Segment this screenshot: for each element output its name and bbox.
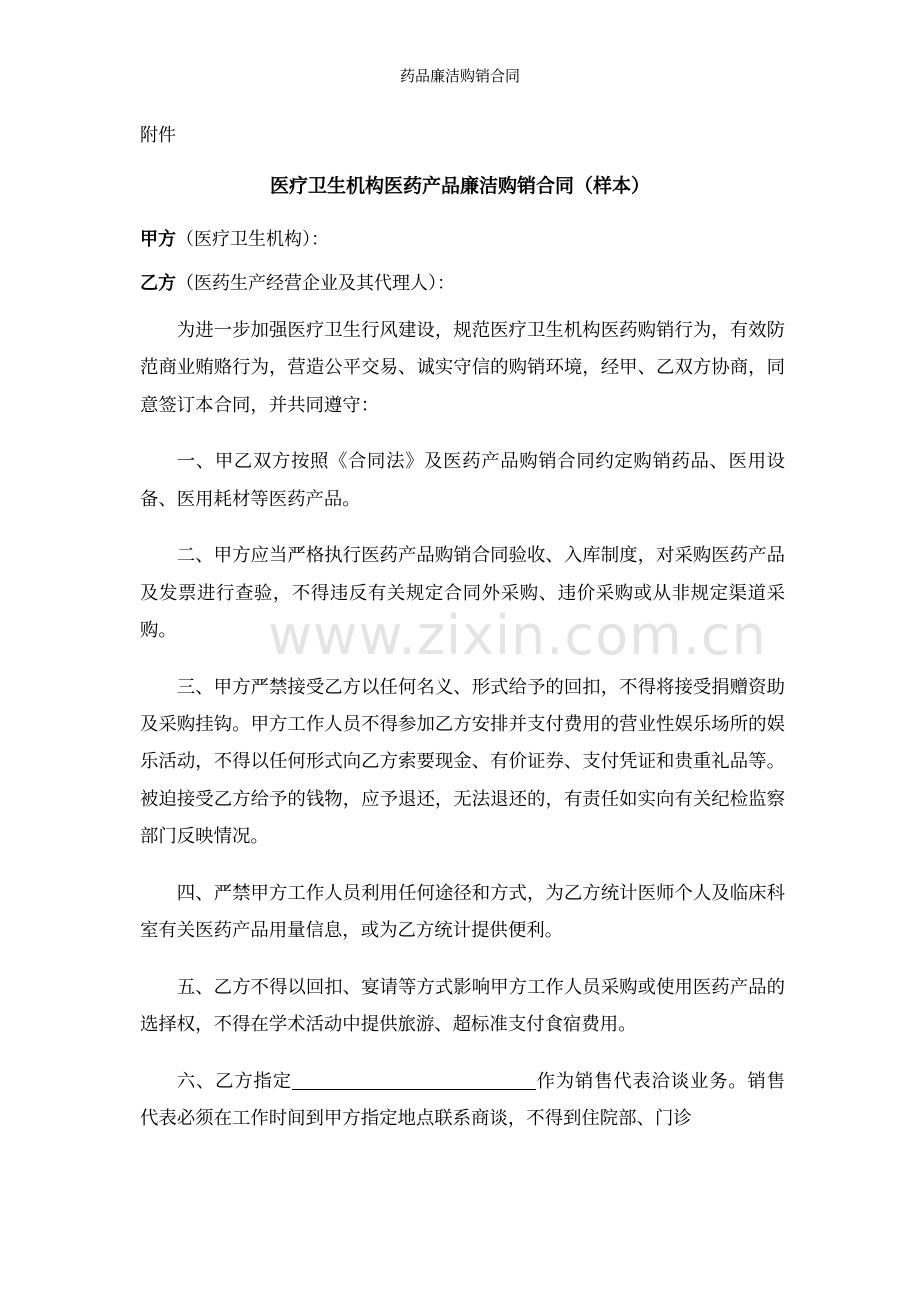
party-b-line [140,272,455,296]
party-a-label: 甲方 [140,229,176,250]
party-a-desc: （医疗卫生机构）： [176,229,329,250]
page-header: 药品廉洁购销合同 [399,67,520,85]
paragraph-clause-3: 三、甲方严禁接受乙方以任何名义、形式给予的回扣，不得将接受捐赠资助及采购挂钩。甲方工作人员不得参加乙方安排并支付费用的营业性娱乐场所的娱乐活动，不得以任何形式向乙方索要现金、有价证券、支付凭证和贵重礼品等。被迫接受乙方给予的钱物，应予退还，无法退还的，有责任如实向有关纪检监察部门反映情况。 [140,676,785,848]
paragraph-clause-6 [140,1063,785,1138]
paragraph-clause-4: 四、严禁甲方工作人员利用任何途径和方式，为乙方统计医师个人及临床科室有关医药产品用量信息，或为乙方统计提供便利。 [140,882,785,942]
party-b-label: 乙方 [140,273,176,294]
paragraph-intro: 为进一步加强医疗卫生行风建设，规范医疗卫生机构医药购销行为，有效防范商业贿赂行为，营造公平交易、诚实守信的购销环境，经甲、乙双方协商，同意签订本合同，并共同遵守： [140,320,785,416]
clause-6-suffix: 作为销售代表洽谈业务。销售代表必须在工作时间到甲方指定地点联系商谈，不得到住院部、门诊 [140,1071,785,1130]
sales-rep-blank [292,1069,536,1090]
watermark: www.zixin.com.cn [268,604,767,667]
paragraph-clause-1: 一、甲乙双方按照《合同法》及医药产品购销合同约定购销药品、医用设备、医用耗材等医药产品。 [140,451,785,510]
party-a-line [140,228,329,252]
clause-6-prefix: 六、乙方指定 [176,1071,292,1093]
contract-body [140,312,785,1157]
paragraph-clause-5: 五、乙方不得以回扣、宴请等方式影响甲方工作人员采购或使用医药产品的选择权，不得在学术活动中提供旅游、超标准支付食宿费用。 [140,976,785,1036]
attachment-label: 附件 [140,125,176,146]
party-b-desc: （医药生产经营企业及其代理人）： [176,273,455,294]
paragraph-clause-2: 二、甲方应当严格执行医药产品购销合同验收、入库制度，对采购医药产品及发票进行查验，不得违反有关规定合同外采购、违价采购或从非规定渠道采购。 [140,545,785,642]
document-title: 医疗卫生机构医药产品廉洁购销合同（样本） [269,175,650,197]
